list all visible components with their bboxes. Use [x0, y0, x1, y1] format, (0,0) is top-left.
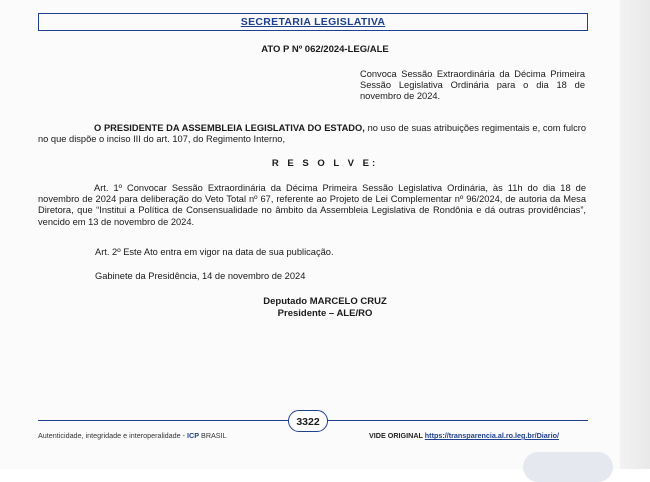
overlay-button[interactable] — [523, 452, 613, 482]
article-2: Art. 2º Este Ato entra em vigor na data de sua publicação. — [95, 247, 334, 257]
icp-label: ICP — [187, 431, 200, 440]
section-header — [38, 13, 588, 31]
auth-text: Autenticidade, integridade e interoperalidade - — [38, 431, 188, 440]
act-number: ATO P Nº 062/2024-LEG/ALE — [261, 44, 389, 55]
original-link[interactable]: https://transparencia.al.ro.leg.br/Diario/ — [424, 431, 559, 440]
page-number: 3322 — [288, 410, 328, 432]
article-1: Art. 1º Convocar Sessão Extraordinária da Décima Primeira Sessão Legislativa Ordinária, às 11h do dia 18 de novembro de 2024 para deliberação do Veto Total nº 67, referente ao Projeto de Lei Complementar nº 96/2024, de autoria da Mesa Diretora, que “Institui a Política de Consensualidade no âmbito da Assembleia Legislativa de Rondônia e dá outras providências”, vencido em 13 de novembro de 2024. — [38, 183, 586, 227]
viewer-margin — [620, 0, 650, 469]
brasil-label: BRASIL — [199, 431, 227, 440]
footer-authenticity — [38, 431, 227, 440]
place-date: Gabinete da Presidência, 14 de novembro de 2024 — [95, 271, 306, 281]
resolve-heading: R E S O L V E: — [271, 158, 379, 169]
preamble — [38, 123, 586, 145]
signature-name: Deputado MARCELO CRUZ — [263, 296, 387, 307]
section-header-title: SECRETARIA LEGISLATIVA — [240, 16, 386, 28]
signature-role: Presidente – ALE/RO — [277, 308, 373, 319]
footer-original — [369, 431, 559, 440]
original-label: VIDE ORIGINAL — [369, 431, 425, 440]
preamble-text: no uso de suas atribuições regimentais e, com fulcro no que dispõe o inciso III do art. 107, do Regimento Interno, — [38, 123, 586, 145]
ementa: Convoca Sessão Extraordinária da Décima Primeira Sessão Legislativa Ordinária para o dia 18 de novembro de 2024. — [360, 69, 585, 102]
preamble-bold: O PRESIDENTE DA ASSEMBLEIA LEGISLATIVA DO ESTADO, — [94, 123, 365, 133]
